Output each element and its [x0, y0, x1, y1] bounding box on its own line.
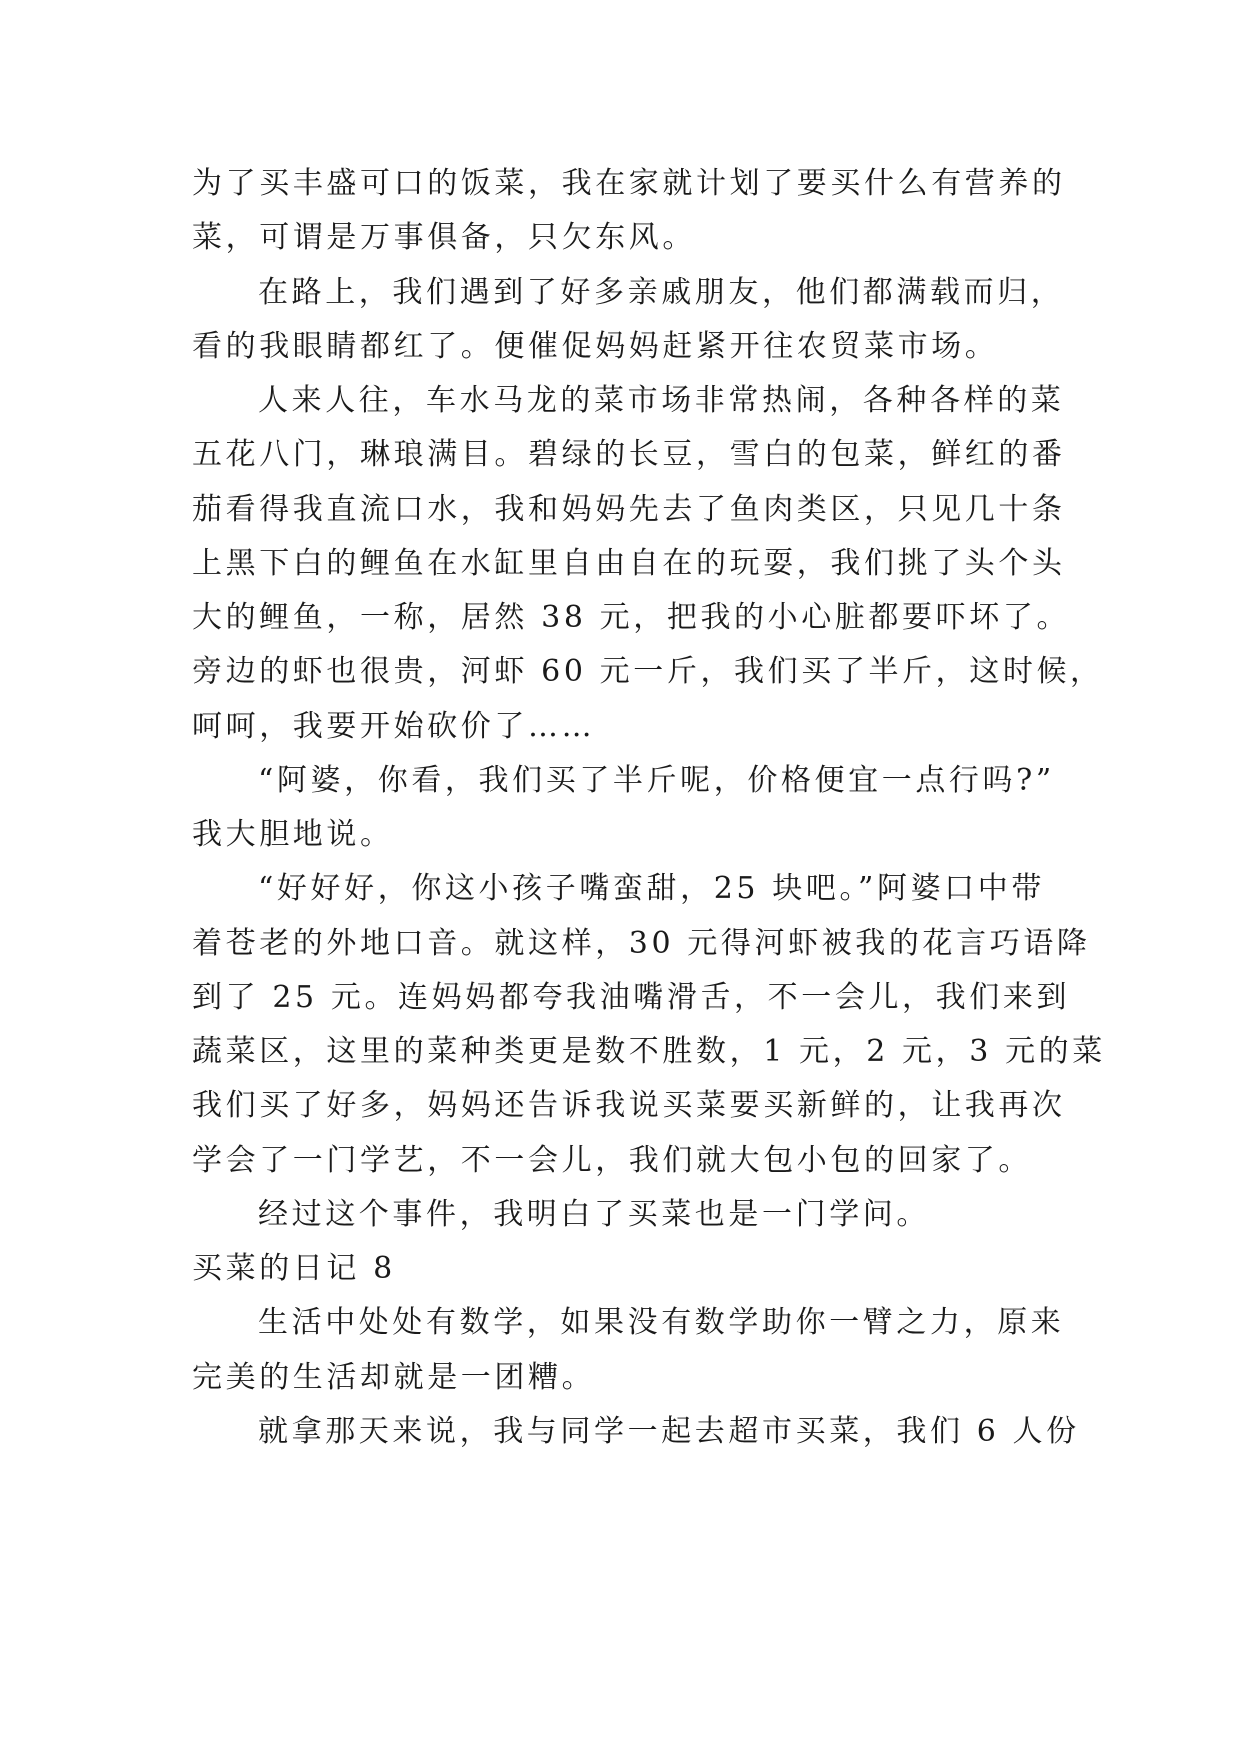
- text-line: 五花八门，琳琅满目。碧绿的长豆，雪白的包菜，鲜红的番: [192, 437, 1066, 473]
- paragraph-start-line: 生活中处处有数学，如果没有数学助你一臂之力，原来: [258, 1305, 1065, 1341]
- paragraph-start-line: “阿婆，你看，我们买了半斤呢，价格便宜一点行吗?”: [258, 762, 1055, 798]
- paragraph-start-line: “好好好，你这小孩子嘴蛮甜，25 块吧。”阿婆口中带: [258, 871, 1045, 907]
- text-line: 学会了一门学艺，不一会儿，我们就大包小包的回家了。: [192, 1142, 1032, 1178]
- text-line: 看的我眼睛都红了。便催促妈妈赶紧开往农贸菜市场。: [192, 328, 999, 364]
- text-line: 我大胆地说。: [192, 817, 394, 852]
- text-line: 我们买了好多，妈妈还告诉我说买菜要买新鲜的，让我再次: [192, 1088, 1066, 1124]
- text-line: 着苍老的外地口音。就这样，30 元得河虾被我的花言巧语降: [192, 925, 1091, 961]
- text-line: 到了 25 元。连妈妈都夸我油嘴滑舌，不一会儿，我们来到: [192, 979, 1071, 1015]
- section-heading: 买菜的日记 8: [192, 1251, 396, 1286]
- paragraph-start-line: 在路上，我们遇到了好多亲戚朋友，他们都满载而归，: [258, 274, 1065, 310]
- paragraph-start-line: 经过这个事件，我明白了买菜也是一门学问。: [258, 1196, 930, 1232]
- paragraph-start-line: 就拿那天来说，我与同学一起去超市买菜，我们 6 人份: [258, 1413, 1080, 1449]
- paragraph-start-line: 人来人往，车水马龙的菜市场非常热闹，各种各样的菜: [258, 383, 1065, 418]
- text-line: 呵呵，我要开始砍价了……: [192, 708, 596, 744]
- text-line: 完美的生活却就是一团糟。: [192, 1359, 596, 1395]
- text-line: 为了买丰盛可口的饭菜，我在家就计划了要买什么有营养的: [192, 166, 1066, 201]
- text-line: 茄看得我直流口水，我和妈妈先去了鱼肉类区，只见几十条: [192, 491, 1066, 527]
- text-line: 大的鲤鱼，一称，居然 38 元，把我的小心脏都要吓坏了。: [192, 600, 1071, 635]
- document-body: [192, 157, 1106, 1459]
- text-line: 菜，可谓是万事俱备，只欠东风。: [192, 220, 696, 256]
- text-line: 旁边的虾也很贵，河虾 60 元一斤，我们买了半斤，这时候，: [192, 654, 1104, 690]
- text-line: 上黑下白的鲤鱼在水缸里自由自在的玩耍，我们挑了头个头: [192, 545, 1066, 581]
- text-line: 蔬菜区，这里的菜种类更是数不胜数，1 元，2 元，3 元的菜: [192, 1034, 1106, 1069]
